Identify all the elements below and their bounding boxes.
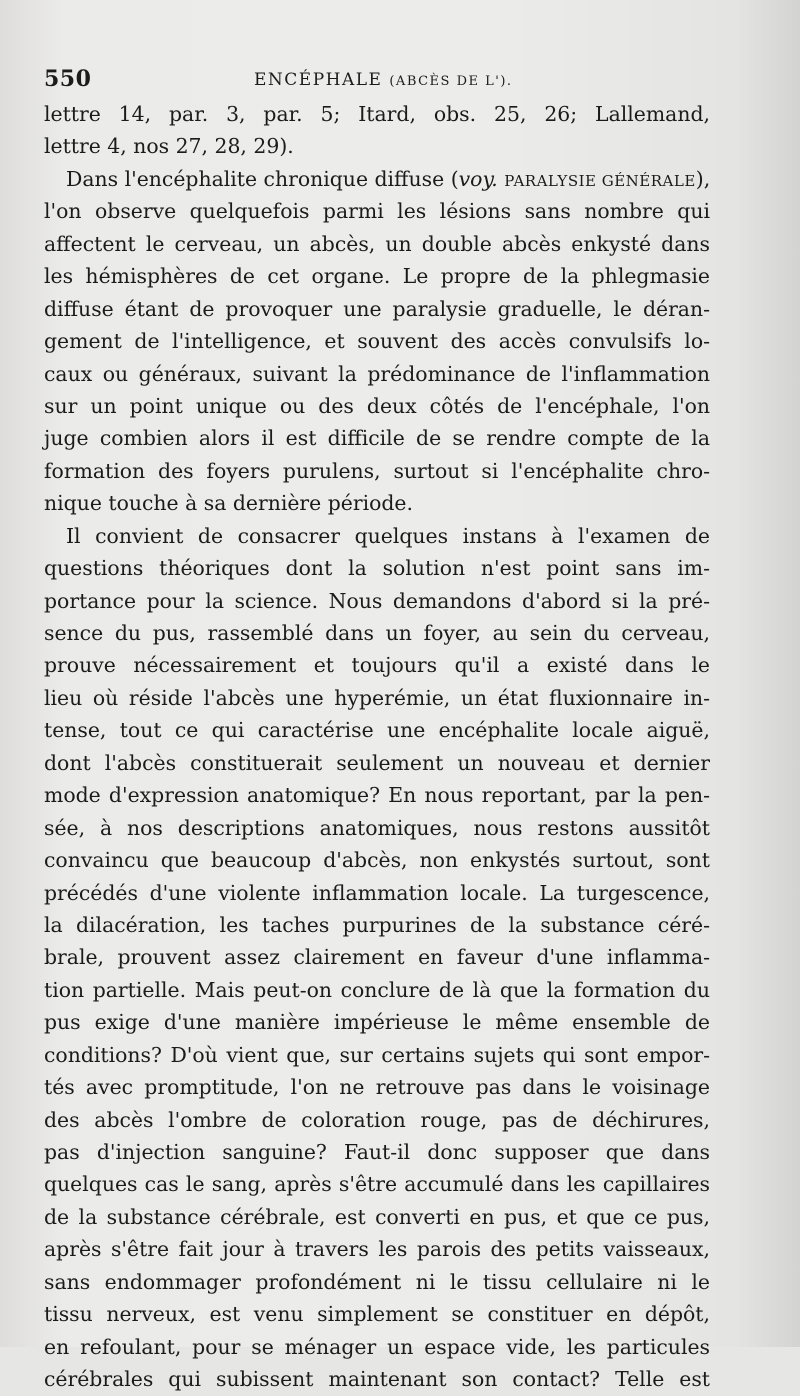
text-run: pus exige d'une manière impérieuse le même ensemble de: [44, 1010, 710, 1035]
text-run: tissu nerveux, est venu simplement se constituer en dépôt,: [44, 1302, 710, 1327]
text-line: [44, 390, 710, 422]
text-line: [44, 455, 710, 487]
text-run: sur un point unique ou des deux côtés de l'encéphale, l'on: [44, 393, 710, 418]
text-run: lettre 14, par. 3, par. 5; Itard, obs. 25, 26; Lallemand,: [44, 102, 710, 126]
page-number: 550: [44, 66, 92, 92]
text-line: [44, 1168, 710, 1200]
text-run: affectent le cerveau, un abcès, un double abcès enkysté dans: [44, 231, 710, 256]
text-run: l'on observe quelquefois parmi les lésions sans nombre qui: [44, 199, 710, 224]
text-line: [44, 520, 710, 552]
text-run: ),: [695, 166, 711, 191]
text-run: pas d'injection sanguine? Faut-il donc supposer que dans: [44, 1140, 710, 1164]
text-run: convaincu que beaucoup d'abcès, non enkystés surtout, sont: [44, 848, 710, 873]
running-head: [254, 70, 513, 90]
text-run: les hémisphères de cet organe. Le propre de la phlegmasie: [44, 264, 710, 289]
text-run: quelques cas le sang, après s'être accumulé dans les capillaires: [44, 1172, 710, 1197]
text-run: caux ou généraux, suivant la prédominance de l'inflammation: [44, 361, 710, 386]
text-run: juge combien alors il est difficile de se rendre compte de la: [44, 426, 710, 451]
text-run: de la substance cérébrale, est converti en pus, et que ce pus,: [44, 1204, 710, 1229]
text-run: diffuse étant de provoquer une paralysie graduelle, le déran-: [44, 296, 710, 321]
text-run: nique touche à sa dernière période.: [44, 491, 413, 516]
text-run: formation des foyers purulens, surtout si l'encéphalite chro-: [44, 458, 710, 483]
text-run: tés avec promptitude, l'on ne retrouve pas dans le voisinage: [44, 1075, 710, 1100]
text-line: [44, 1266, 710, 1298]
text-run: conditions? D'où vient que, sur certains sujets qui sont empor-: [44, 1042, 710, 1067]
text-line: [44, 195, 710, 227]
cross-reference: PARALYSIE GÉNÉRALE: [504, 171, 696, 190]
text-line: [44, 974, 710, 1006]
text-run: dont l'abcès constituerait seulement un nouveau et dernier: [44, 750, 710, 775]
text-line: [44, 1006, 710, 1038]
text-line: [44, 585, 710, 617]
text-line: [44, 325, 710, 357]
text-run: sée, à nos descriptions anatomiques, nous restons aussitôt: [44, 815, 710, 840]
page-header: [44, 60, 752, 100]
text-run: tion partielle. Mais peut-on conclure de là que la formation du: [44, 977, 710, 1002]
text-line: [44, 260, 710, 292]
text-line: [44, 1331, 710, 1363]
text-run: précédés d'une violente inflammation locale. La turgescence,: [44, 880, 710, 905]
body-text: [44, 98, 710, 1396]
text-run: lieu où réside l'abcès une hyperémie, un état fluxionnaire in-: [44, 685, 710, 710]
text-line: [44, 358, 710, 390]
text-line: [44, 747, 710, 779]
text-line: [44, 228, 710, 260]
text-line: [44, 1233, 710, 1265]
text-line: [44, 1298, 710, 1330]
text-line: [44, 163, 710, 195]
text-run: en refoulant, pour se ménager un espace vide, les particules: [44, 1334, 710, 1359]
text-run: cérébrales qui subissent maintenant son contact? Telle est: [44, 1367, 710, 1392]
text-line: [44, 552, 710, 584]
text-line: [44, 714, 710, 746]
text-line: [44, 812, 710, 844]
text-line: [44, 682, 710, 714]
text-run: prouve nécessairement et toujours qu'il a existé dans le: [44, 653, 710, 678]
text-run: des abcès l'ombre de coloration rouge, pas de déchirures,: [44, 1107, 710, 1132]
text-run: après s'être fait jour à travers les parois des petits vaisseaux,: [44, 1237, 710, 1262]
text-line: [44, 1136, 710, 1168]
text-run: questions théoriques dont la solution n'est point sans im-: [44, 556, 710, 581]
text-run: tense, tout ce qui caractérise une encéphalite locale aiguë,: [44, 718, 710, 743]
text-line: [44, 909, 710, 941]
text-run: lettre 4, nos 27, 28, 29).: [44, 134, 294, 159]
text-line: [44, 422, 710, 454]
text-run: Il convient de consacrer quelques instans à l'examen de: [66, 523, 710, 548]
text-run: portance pour la science. Nous demandons d'abord si la pré-: [44, 588, 710, 613]
text-line: [44, 1071, 710, 1103]
text-line: [44, 1104, 710, 1136]
text-run: Dans l'encéphalite chronique diffuse (: [66, 166, 459, 191]
text-run: la dilacération, les taches purpurines de la substance céré-: [44, 912, 710, 937]
text-run: mode d'expression anatomique? En nous reportant, par la pen-: [44, 783, 710, 808]
text-run: brale, prouvent assez clairement en faveur d'une inflamma-: [44, 945, 710, 970]
running-head-title: ENCÉPHALE: [254, 70, 383, 90]
running-head-subtitle: (ABCÈS DE L').: [389, 74, 513, 89]
text-line: [44, 649, 710, 681]
text-line: [44, 1039, 710, 1071]
text-line: [44, 1201, 710, 1233]
italic-text: voy.: [458, 166, 498, 191]
text-line: [44, 941, 710, 973]
text-line: [44, 98, 710, 130]
text-line: [44, 844, 710, 876]
text-run: sans endommager profondément ni le tissu cellulaire ni le: [44, 1269, 710, 1294]
text-line: [44, 779, 710, 811]
text-line: [44, 617, 710, 649]
text-line: [44, 130, 710, 162]
text-line: [44, 1363, 710, 1395]
text-run: sence du pus, rassemblé dans un foyer, au sein du cerveau,: [44, 621, 710, 645]
text-line: [44, 487, 710, 519]
text-run: gement de l'intelligence, et souvent des accès convulsifs lo-: [44, 329, 710, 354]
text-line: [44, 293, 710, 325]
text-line: [44, 877, 710, 909]
